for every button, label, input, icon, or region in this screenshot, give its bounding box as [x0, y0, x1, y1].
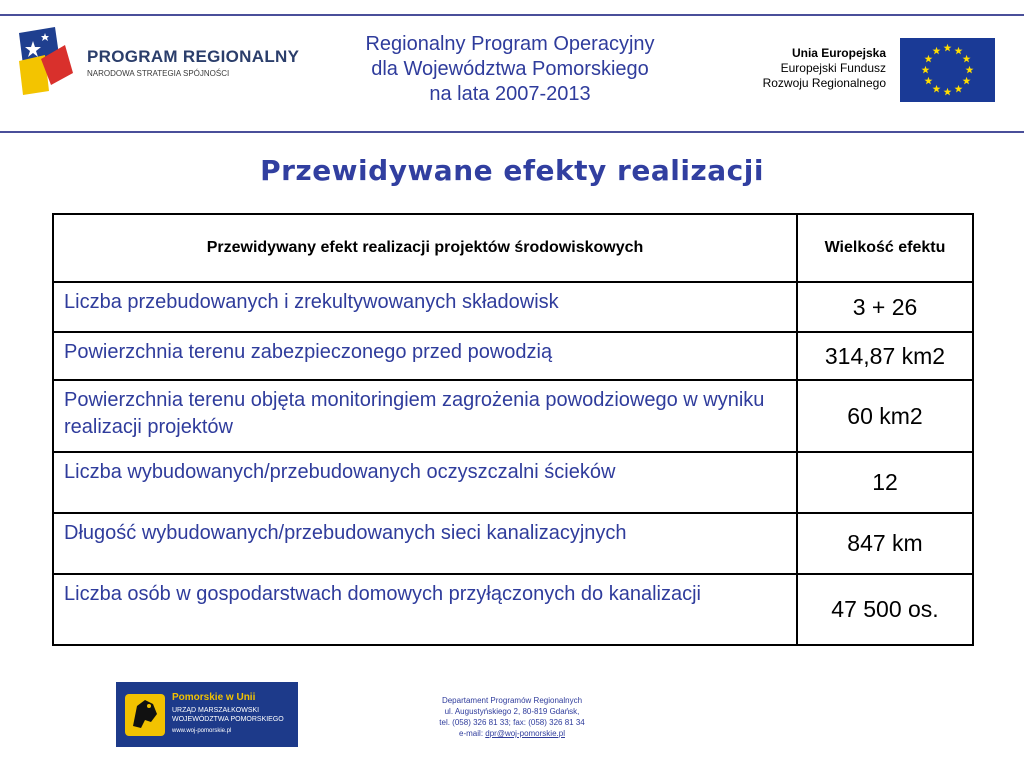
table-row [53, 282, 973, 332]
table-row [53, 380, 973, 452]
program-regionalny-logo [15, 25, 300, 97]
effect-cell: Długość wybudowanych/przebudowanych sieci kanalizacyjnych [53, 513, 797, 574]
value-cell: 3 + 26 [797, 282, 973, 332]
value-cell: 60 km2 [797, 380, 973, 452]
pomorskie-logo-line-1: Pomorskie w Unii [172, 692, 256, 703]
pomorskie-logo [116, 682, 298, 747]
email-label: e-mail: [459, 729, 486, 738]
pomorskie-logo-line-3: WOJEWÓDZTWA POMORSKIEGO [172, 716, 284, 723]
griffin-emblem-icon [123, 692, 169, 738]
effect-cell: Powierzchnia terenu zabezpieczonego przed powodzią [53, 332, 797, 380]
footer-line-1: Departament Programów Regionalnych [441, 696, 583, 705]
effects-table [52, 213, 974, 646]
eu-line-1: Unia Europejska [791, 46, 886, 60]
table-header-row [53, 214, 973, 282]
eu-fund-label [763, 46, 886, 91]
table-row [53, 332, 973, 380]
logo-subtitle: NARODOWA STRATEGIA SPÓJNOŚCI [87, 69, 230, 78]
pomorskie-logo-line-4: www.woj-pomorskie.pl [172, 728, 232, 734]
footer-email-line [400, 728, 624, 739]
header-bottom-rule [0, 131, 1024, 133]
value-cell: 47 500 os. [797, 574, 973, 645]
pomorskie-logo-line-2: URZĄD MARSZAŁKOWSKI [172, 707, 260, 714]
eu-line-3: Rozwoju Regionalnego [762, 76, 886, 90]
effect-cell: Liczba wybudowanych/przebudowanych oczyszczalni ścieków [53, 452, 797, 513]
header-top-rule [0, 14, 1024, 16]
value-cell: 847 km [797, 513, 973, 574]
program-title-line-1: Regionalny Program Operacyjny [365, 33, 655, 55]
program-title [300, 32, 720, 107]
effect-cell: Powierzchnia terenu objęta monitoringiem zagrożenia powodziowego w wyniku realizacji projektów [53, 380, 797, 452]
table-row [53, 513, 973, 574]
email-link[interactable]: dpr@woj-pomorskie.pl [485, 729, 565, 738]
footer-line-3: tel. (058) 326 81 33; fax: (058) 326 81 34 [439, 718, 585, 727]
effect-cell: Liczba przebudowanych i zrekultywowanych składowisk [53, 282, 797, 332]
logo-title: PROGRAM REGIONALNY [87, 47, 300, 66]
nss-logo-icon [15, 25, 77, 97]
table-row [53, 574, 973, 645]
eu-line-2: Europejski Fundusz [780, 61, 886, 75]
effect-cell: Liczba osób w gospodarstwach domowych przyłączonych do kanalizacji [53, 574, 797, 645]
header-value: Wielkość efektu [797, 214, 973, 282]
program-title-line-3: na lata 2007-2013 [429, 83, 591, 105]
page-title: Przewidywane efekty realizacji [260, 154, 764, 187]
footer-contact [400, 695, 624, 739]
header-effect: Przewidywany efekt realizacji projektów środowiskowych [53, 214, 797, 282]
value-cell: 12 [797, 452, 973, 513]
footer-line-2: ul. Augustyńskiego 2, 80-819 Gdańsk, [444, 707, 580, 716]
program-title-line-2: dla Województwa Pomorskiego [371, 58, 649, 80]
value-cell: 314,87 km2 [797, 332, 973, 380]
eu-flag-icon [900, 38, 995, 102]
table-row [53, 452, 973, 513]
